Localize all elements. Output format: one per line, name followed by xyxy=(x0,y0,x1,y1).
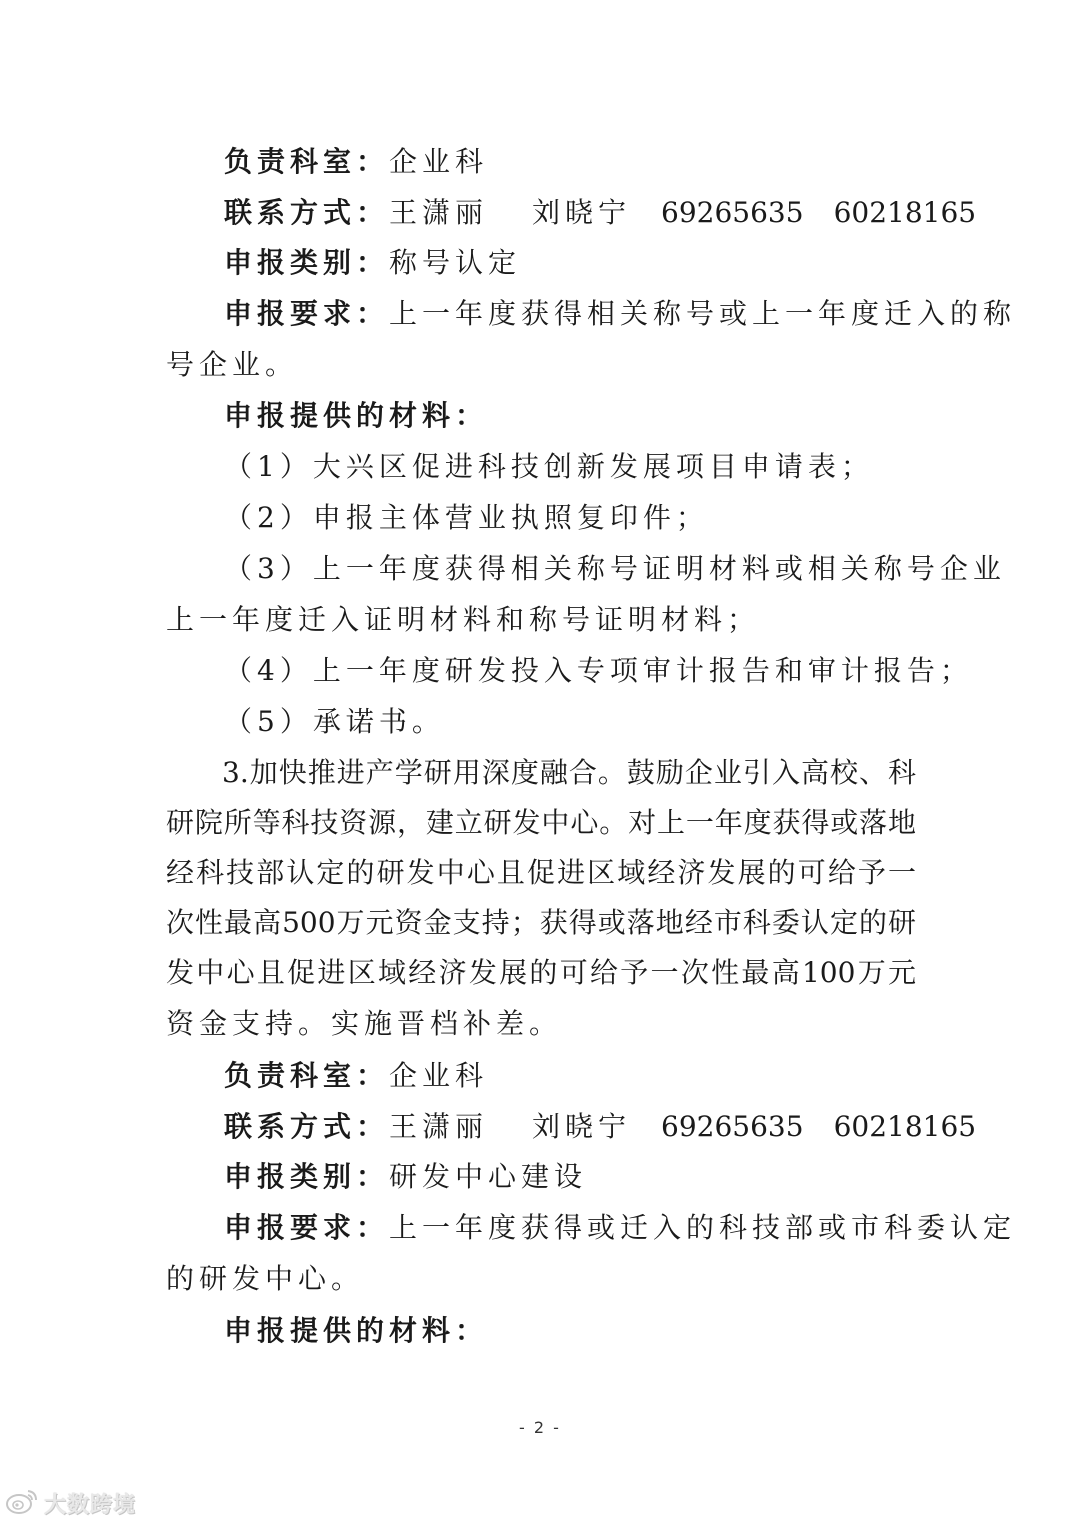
paragraph-3-line-4: 次性最高500万元资金支持；获得或落地经市科委认定的研 xyxy=(166,906,916,939)
materials-heading-1 xyxy=(224,399,488,433)
material-item-5: （5）承诺书。 xyxy=(224,705,445,738)
requirement-value: 上一年度获得相关称号或上一年度迁入的称 xyxy=(389,297,1017,330)
contact-name-1: 王潇丽 xyxy=(389,196,489,229)
contact-phone-1: 69265635 xyxy=(661,196,804,229)
materials-label: 申报提供的材料： xyxy=(224,1314,489,1347)
contact-line-1 xyxy=(224,196,976,230)
requirement-line-1 xyxy=(224,297,1016,331)
dept-value: 企业科 xyxy=(389,145,489,178)
dept-label: 负责科室： xyxy=(224,1059,390,1092)
dept-line-2 xyxy=(224,1059,488,1093)
category-value: 研发中心建设 xyxy=(389,1160,588,1193)
material-item-4: （4）上一年度研发投入专项审计报告和审计报告； xyxy=(224,654,973,687)
contact-label: 联系方式： xyxy=(224,196,390,229)
requirement-value-cont: 的研发中心。 xyxy=(166,1262,365,1295)
dept-value: 企业科 xyxy=(389,1059,489,1092)
requirement-label: 申报要求： xyxy=(224,1211,390,1244)
contact-name-2: 刘晓宁 xyxy=(532,1110,632,1143)
dept-line-1 xyxy=(224,145,488,179)
requirement-line-1b xyxy=(166,348,298,382)
requirement-value-cont: 号企业。 xyxy=(166,348,299,381)
contact-name-1: 王潇丽 xyxy=(389,1110,489,1143)
requirement-label: 申报要求： xyxy=(224,297,390,330)
category-line-2 xyxy=(224,1160,587,1194)
weibo-icon xyxy=(4,1487,40,1519)
contact-name-2: 刘晓宁 xyxy=(532,196,632,229)
material-item-3-cont: 上一年度迁入证明材料和称号证明材料； xyxy=(166,603,761,636)
category-label: 申报类别： xyxy=(224,1160,390,1193)
contact-line-2 xyxy=(224,1110,976,1144)
category-value: 称号认定 xyxy=(389,246,522,279)
material-item-1: （1）大兴区促进科技创新发展项目申请表； xyxy=(224,450,874,483)
materials-heading-2 xyxy=(224,1314,488,1348)
paragraph-3-line-2: 研院所等科技资源，建立研发中心。对上一年度获得或落地 xyxy=(166,806,916,839)
category-line-1 xyxy=(224,246,521,280)
page-number: - 2 - xyxy=(519,1418,561,1437)
paragraph-3-line-5: 发中心且促进区域经济发展的可给予一次性最高100万元 xyxy=(166,956,916,989)
material-item-3: （3）上一年度获得相关称号证明材料或相关称号企业 xyxy=(224,552,1006,585)
watermark xyxy=(4,1487,136,1519)
requirement-line-2b xyxy=(166,1262,364,1296)
contact-phone-1: 69265635 xyxy=(661,1110,804,1143)
contact-phone-2: 60218165 xyxy=(833,196,977,229)
material-item-2: （2）申报主体营业执照复印件； xyxy=(224,501,709,534)
dept-label: 负责科室： xyxy=(224,145,390,178)
paragraph-3-line-1: 3.加快推进产学研用深度融合。鼓励企业引入高校、科 xyxy=(222,756,916,789)
paragraph-3-line-6: 资金支持。实施晋档补差。 xyxy=(166,1007,563,1040)
paragraph-3-line-3: 经科技部认定的研发中心且促进区域经济发展的可给予一 xyxy=(166,856,916,889)
contact-label: 联系方式： xyxy=(224,1110,390,1143)
requirement-value: 上一年度获得或迁入的科技部或市科委认定 xyxy=(389,1211,1017,1244)
contact-phone-2: 60218165 xyxy=(833,1110,977,1143)
watermark-text: 大数跨境 xyxy=(44,1492,137,1518)
materials-label: 申报提供的材料： xyxy=(224,399,489,432)
requirement-line-2 xyxy=(224,1211,1016,1245)
category-label: 申报类别： xyxy=(224,246,390,279)
